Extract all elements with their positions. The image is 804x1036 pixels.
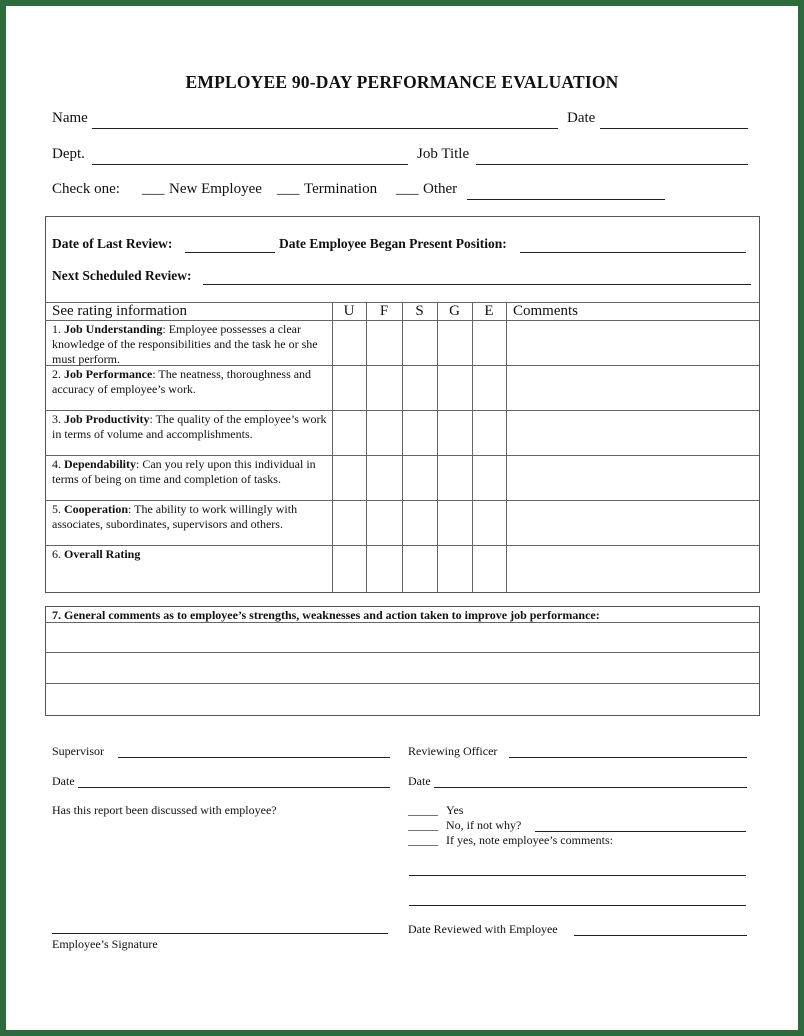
date-reviewed-field-line[interactable] <box>574 935 747 936</box>
date-label: Date <box>567 110 596 126</box>
yes-option: Yes <box>446 803 464 817</box>
termination-blank[interactable]: ___ <box>277 181 300 197</box>
began-position-field-line[interactable] <box>520 252 746 253</box>
name-field-line[interactable] <box>92 128 558 129</box>
column-divider <box>366 302 367 592</box>
reviewing-officer-label: Reviewing Officer <box>408 744 498 758</box>
comment-line[interactable] <box>45 683 759 684</box>
comment-line[interactable] <box>45 652 759 653</box>
no-blank[interactable]: _____ <box>408 818 438 832</box>
reviewing-officer-field-line[interactable] <box>509 757 747 758</box>
officer-date-field-line[interactable] <box>434 787 747 788</box>
column-header-g: G <box>449 303 460 319</box>
employee-comment-line[interactable] <box>409 875 746 876</box>
rating-header-label: See rating information <box>52 303 187 319</box>
new-employee-blank[interactable]: ___ <box>142 181 165 197</box>
supervisor-label: Supervisor <box>52 744 104 758</box>
supervisor-field-line[interactable] <box>118 757 390 758</box>
if-yes-option: If yes, note employee’s comments: <box>446 833 613 847</box>
other-option: Other <box>423 181 458 197</box>
dept-field-line[interactable] <box>92 164 408 165</box>
criterion-overall-rating: 6. Overall Rating <box>52 547 141 561</box>
date-field-line[interactable] <box>600 128 748 129</box>
employee-comment-line[interactable] <box>409 905 746 906</box>
column-divider <box>402 302 403 592</box>
next-review-field-line[interactable] <box>203 284 751 285</box>
if-yes-blank[interactable]: _____ <box>408 833 438 847</box>
job-title-field-line[interactable] <box>476 164 748 165</box>
general-comments-divider <box>45 622 759 623</box>
column-divider <box>332 302 333 592</box>
check-one-label: Check one: <box>52 181 120 197</box>
general-comments-label: 7. General comments as to employee’s strengths, weaknesses and action taken to improve job performance: <box>52 608 600 622</box>
job-title-label: Job Title <box>417 146 470 162</box>
last-review-label: Date of Last Review: <box>52 236 173 251</box>
form-title: EMPLOYEE 90-DAY PERFORMANCE EVALUATION <box>185 72 619 92</box>
column-header-u: U <box>343 303 355 319</box>
no-option: No, if not why? <box>446 818 522 832</box>
other-blank[interactable]: ___ <box>396 181 419 197</box>
column-header-s: S <box>415 303 424 319</box>
last-review-field-line[interactable] <box>185 252 275 253</box>
comments-header: Comments <box>513 303 579 319</box>
employee-signature-line[interactable] <box>52 933 388 934</box>
criterion-job-productivity: 3. Job Productivity: The quality of the employee’s work in terms of volume and accomplishments. <box>52 412 327 441</box>
column-header-f: F <box>379 303 389 319</box>
criterion-cooperation: 5. Cooperation: The ability to work willingly with associates, subordinates, supervisors and others. <box>52 502 298 531</box>
column-divider <box>506 302 507 592</box>
discussed-question: Has this report been discussed with employee? <box>52 803 277 817</box>
criterion-dependability: 4. Dependability: Can you rely upon this individual in terms of being on time and completion of tasks. <box>52 457 316 486</box>
dept-label: Dept. <box>52 146 85 162</box>
date-reviewed-label: Date Reviewed with Employee <box>408 922 558 936</box>
yes-blank[interactable]: _____ <box>408 803 438 817</box>
no-reason-field-line[interactable] <box>535 831 746 832</box>
supervisor-date-label: Date <box>52 774 75 788</box>
other-field-line[interactable] <box>467 199 665 200</box>
employee-signature-label: Employee’s Signature <box>52 937 158 951</box>
began-position-label: Date Employee Began Present Position: <box>279 236 507 251</box>
termination-option: Termination <box>304 181 378 197</box>
next-review-label: Next Scheduled Review: <box>52 268 192 283</box>
officer-date-label: Date <box>408 774 431 788</box>
criterion-job-performance: 2. Job Performance: The neatness, thoroughness and accuracy of employee’s work. <box>52 367 312 396</box>
new-employee-option: New Employee <box>169 181 262 197</box>
criterion-job-understanding: 1. Job Understanding: Employee possesses a clear knowledge of the responsibilities and the task he or she must perform. <box>52 322 318 366</box>
column-divider <box>472 302 473 592</box>
column-divider <box>437 302 438 592</box>
evaluation-form-page <box>6 6 798 1030</box>
name-label: Name <box>52 110 88 126</box>
column-header-e: E <box>484 303 494 319</box>
supervisor-date-field-line[interactable] <box>78 787 390 788</box>
